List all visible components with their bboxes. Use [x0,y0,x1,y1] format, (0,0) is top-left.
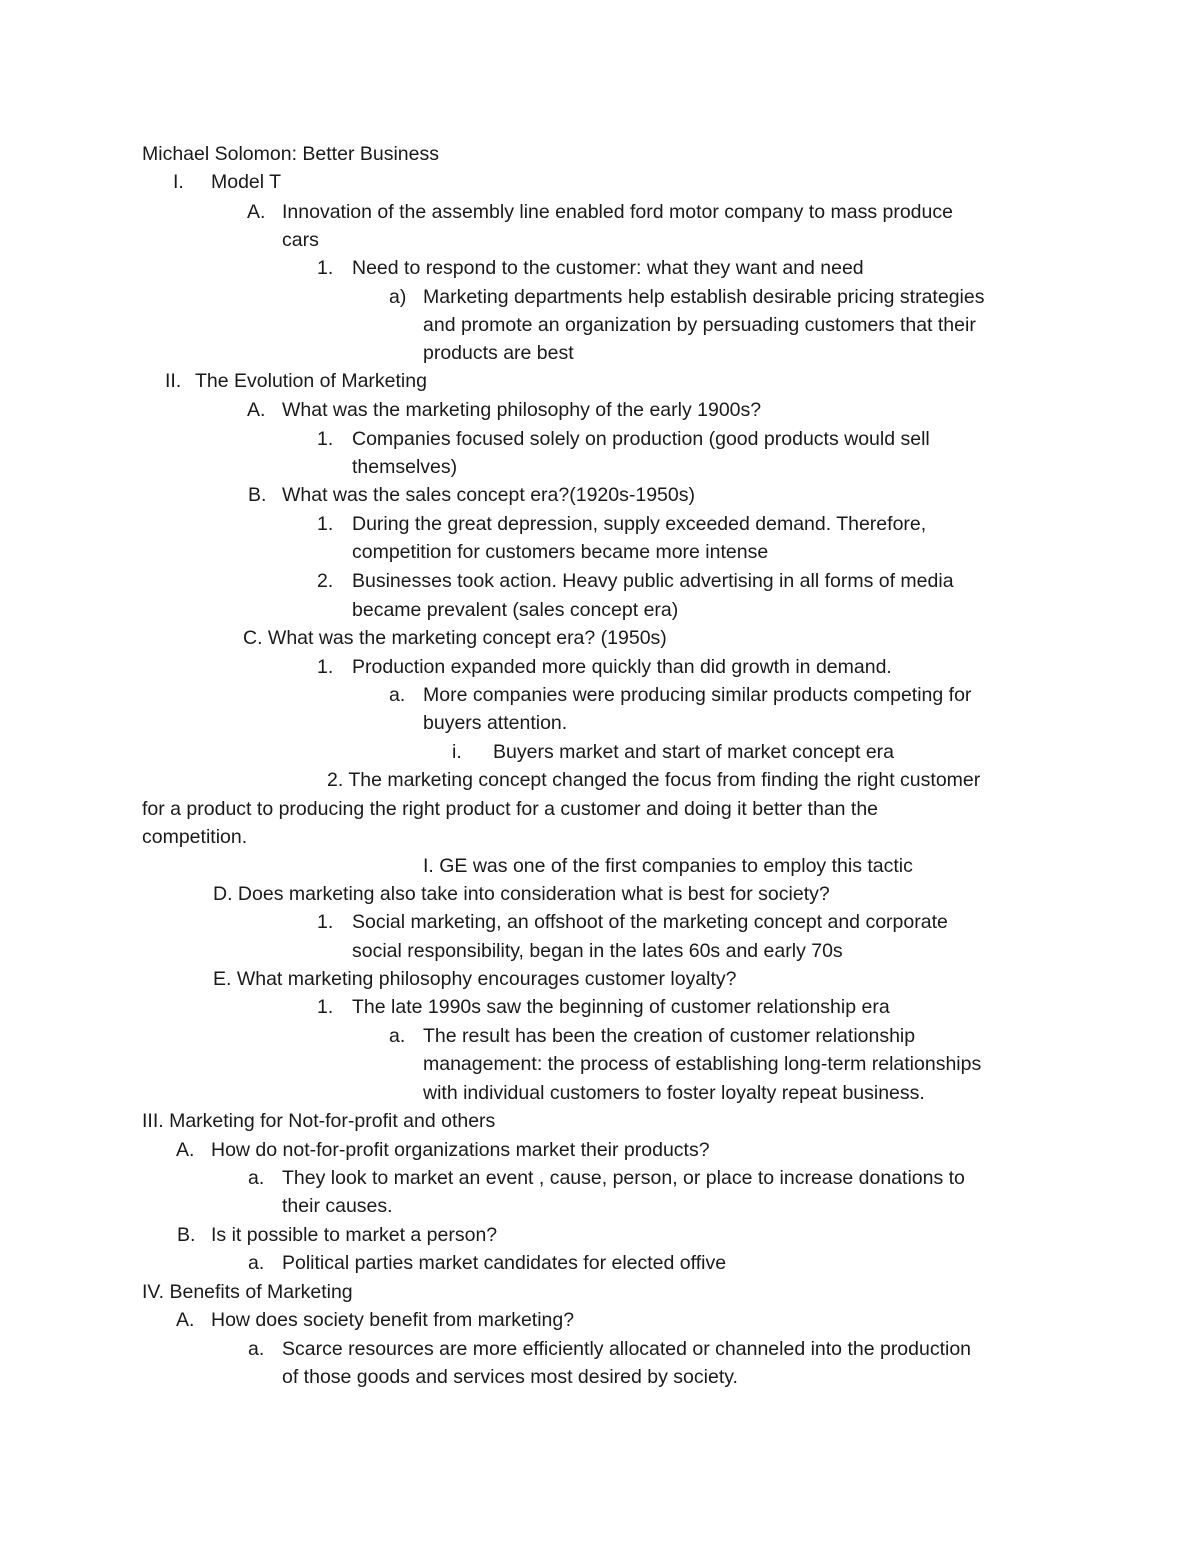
s4-a-text: How does society benefit from marketing? [211,1309,575,1331]
s1-a1a-marker: a) [389,286,407,308]
s1-a1-marker: 1. [317,257,334,279]
s2-d1-marker: 1. [317,911,334,933]
s2-c1a-line-1: More companies were producing similar products competing for [423,684,972,706]
s2-e1a-line-1: The result has been the creation of customer relationship [423,1025,916,1047]
s4-aa-line-2: of those goods and services most desired by society. [282,1366,738,1388]
s3-ba-text: Political parties market candidates for elected offive [282,1252,727,1274]
s2-c2-sub: I. GE was one of the first companies to employ this tactic [423,855,913,877]
s2-b1-marker: 1. [317,513,334,535]
s2-a-marker: A. [247,399,266,421]
s2-b-text: What was the sales concept era?(1920s-1950s) [282,484,695,506]
s3-aa-marker: a. [248,1167,265,1189]
s2-c1a-line-2: buyers attention. [423,712,568,734]
s2-c1ai-text: Buyers market and start of market concept era [493,741,895,763]
s2-a1-line-1: Companies focused solely on production (good products would sell [352,428,930,450]
s2-e1-marker: 1. [317,996,334,1018]
s2-c1-marker: 1. [317,656,334,678]
s2-c2-line-1: 2. The marketing concept changed the focus from finding the right customer [327,769,981,791]
s1-a1a-line-2: and promote an organization by persuading customers that their [423,314,976,336]
s2-c1ai-marker: i. [452,741,462,763]
s1-a-line-2: cars [282,229,319,251]
s2-d-text: D. Does marketing also take into consideration what is best for society? [213,883,830,905]
s2-a1-marker: 1. [317,428,334,450]
s1-a-marker: A. [247,201,266,223]
s2-d1-line-2: social responsibility, began in the lates 60s and early 70s [352,940,843,962]
s2-a1-line-2: themselves) [352,456,458,478]
s2-e1a-line-2: management: the process of establishing long-term relationships [423,1053,982,1075]
s2-b2-line-1: Businesses took action. Heavy public advertising in all forms of media [352,570,954,592]
s3-b-text: Is it possible to market a person? [211,1224,498,1246]
section-2-marker: II. [165,370,182,392]
s2-e1-text: The late 1990s saw the beginning of customer relationship era [352,996,890,1018]
s3-b-marker: B. [177,1224,196,1246]
s2-c2-line-3: competition. [142,826,248,848]
s2-c1-text: Production expanded more quickly than did growth in demand. [352,656,892,678]
s1-a-line-1: Innovation of the assembly line enabled ford motor company to mass produce [282,201,953,223]
s2-e-text: E. What marketing philosophy encourages customer loyalty? [213,968,737,990]
s2-c-text: C. What was the marketing concept era? (1950s) [243,627,667,649]
s2-c1a-marker: a. [389,684,406,706]
s4-aa-line-1: Scarce resources are more efficiently allocated or channeled into the production [282,1338,972,1360]
s3-aa-line-1: They look to market an event , cause, person, or place to increase donations to [282,1167,965,1189]
s1-a1a-line-3: products are best [423,342,574,364]
s2-b1-line-2: competition for customers became more intense [352,541,769,563]
section-1-heading: Model T [211,171,282,193]
s1-a1-text: Need to respond to the customer: what they want and need [352,257,864,279]
section-4-heading: IV. Benefits of Marketing [142,1281,353,1303]
s1-a1a-line-1: Marketing departments help establish desirable pricing strategies [423,286,985,308]
s2-e1a-line-3: with individual customers to foster loyalty repeat business. [423,1082,925,1104]
s2-a-text: What was the marketing philosophy of the early 1900s? [282,399,762,421]
s4-a-marker: A. [176,1309,195,1331]
s4-aa-marker: a. [248,1338,265,1360]
section-1-marker: I. [173,171,184,193]
s2-b2-line-2: became prevalent (sales concept era) [352,599,679,621]
s2-b-marker: B. [248,484,267,506]
s2-b1-line-1: During the great depression, supply exceeded demand. Therefore, [352,513,927,535]
s3-ba-marker: a. [248,1252,265,1274]
section-2-heading: The Evolution of Marketing [195,370,427,392]
s2-d1-line-1: Social marketing, an offshoot of the marketing concept and corporate [352,911,948,933]
s3-a-text: How do not-for-profit organizations market their products? [211,1139,710,1161]
s3-a-marker: A. [176,1139,195,1161]
section-3-heading: III. Marketing for Not-for-profit and others [142,1110,496,1132]
s2-c2-line-2: for a product to producing the right product for a customer and doing it better than the [142,798,879,820]
document-title: Michael Solomon: Better Business [142,143,439,165]
s3-aa-line-2: their causes. [282,1195,393,1217]
s2-e1a-marker: a. [389,1025,406,1047]
s2-b2-marker: 2. [317,570,334,592]
